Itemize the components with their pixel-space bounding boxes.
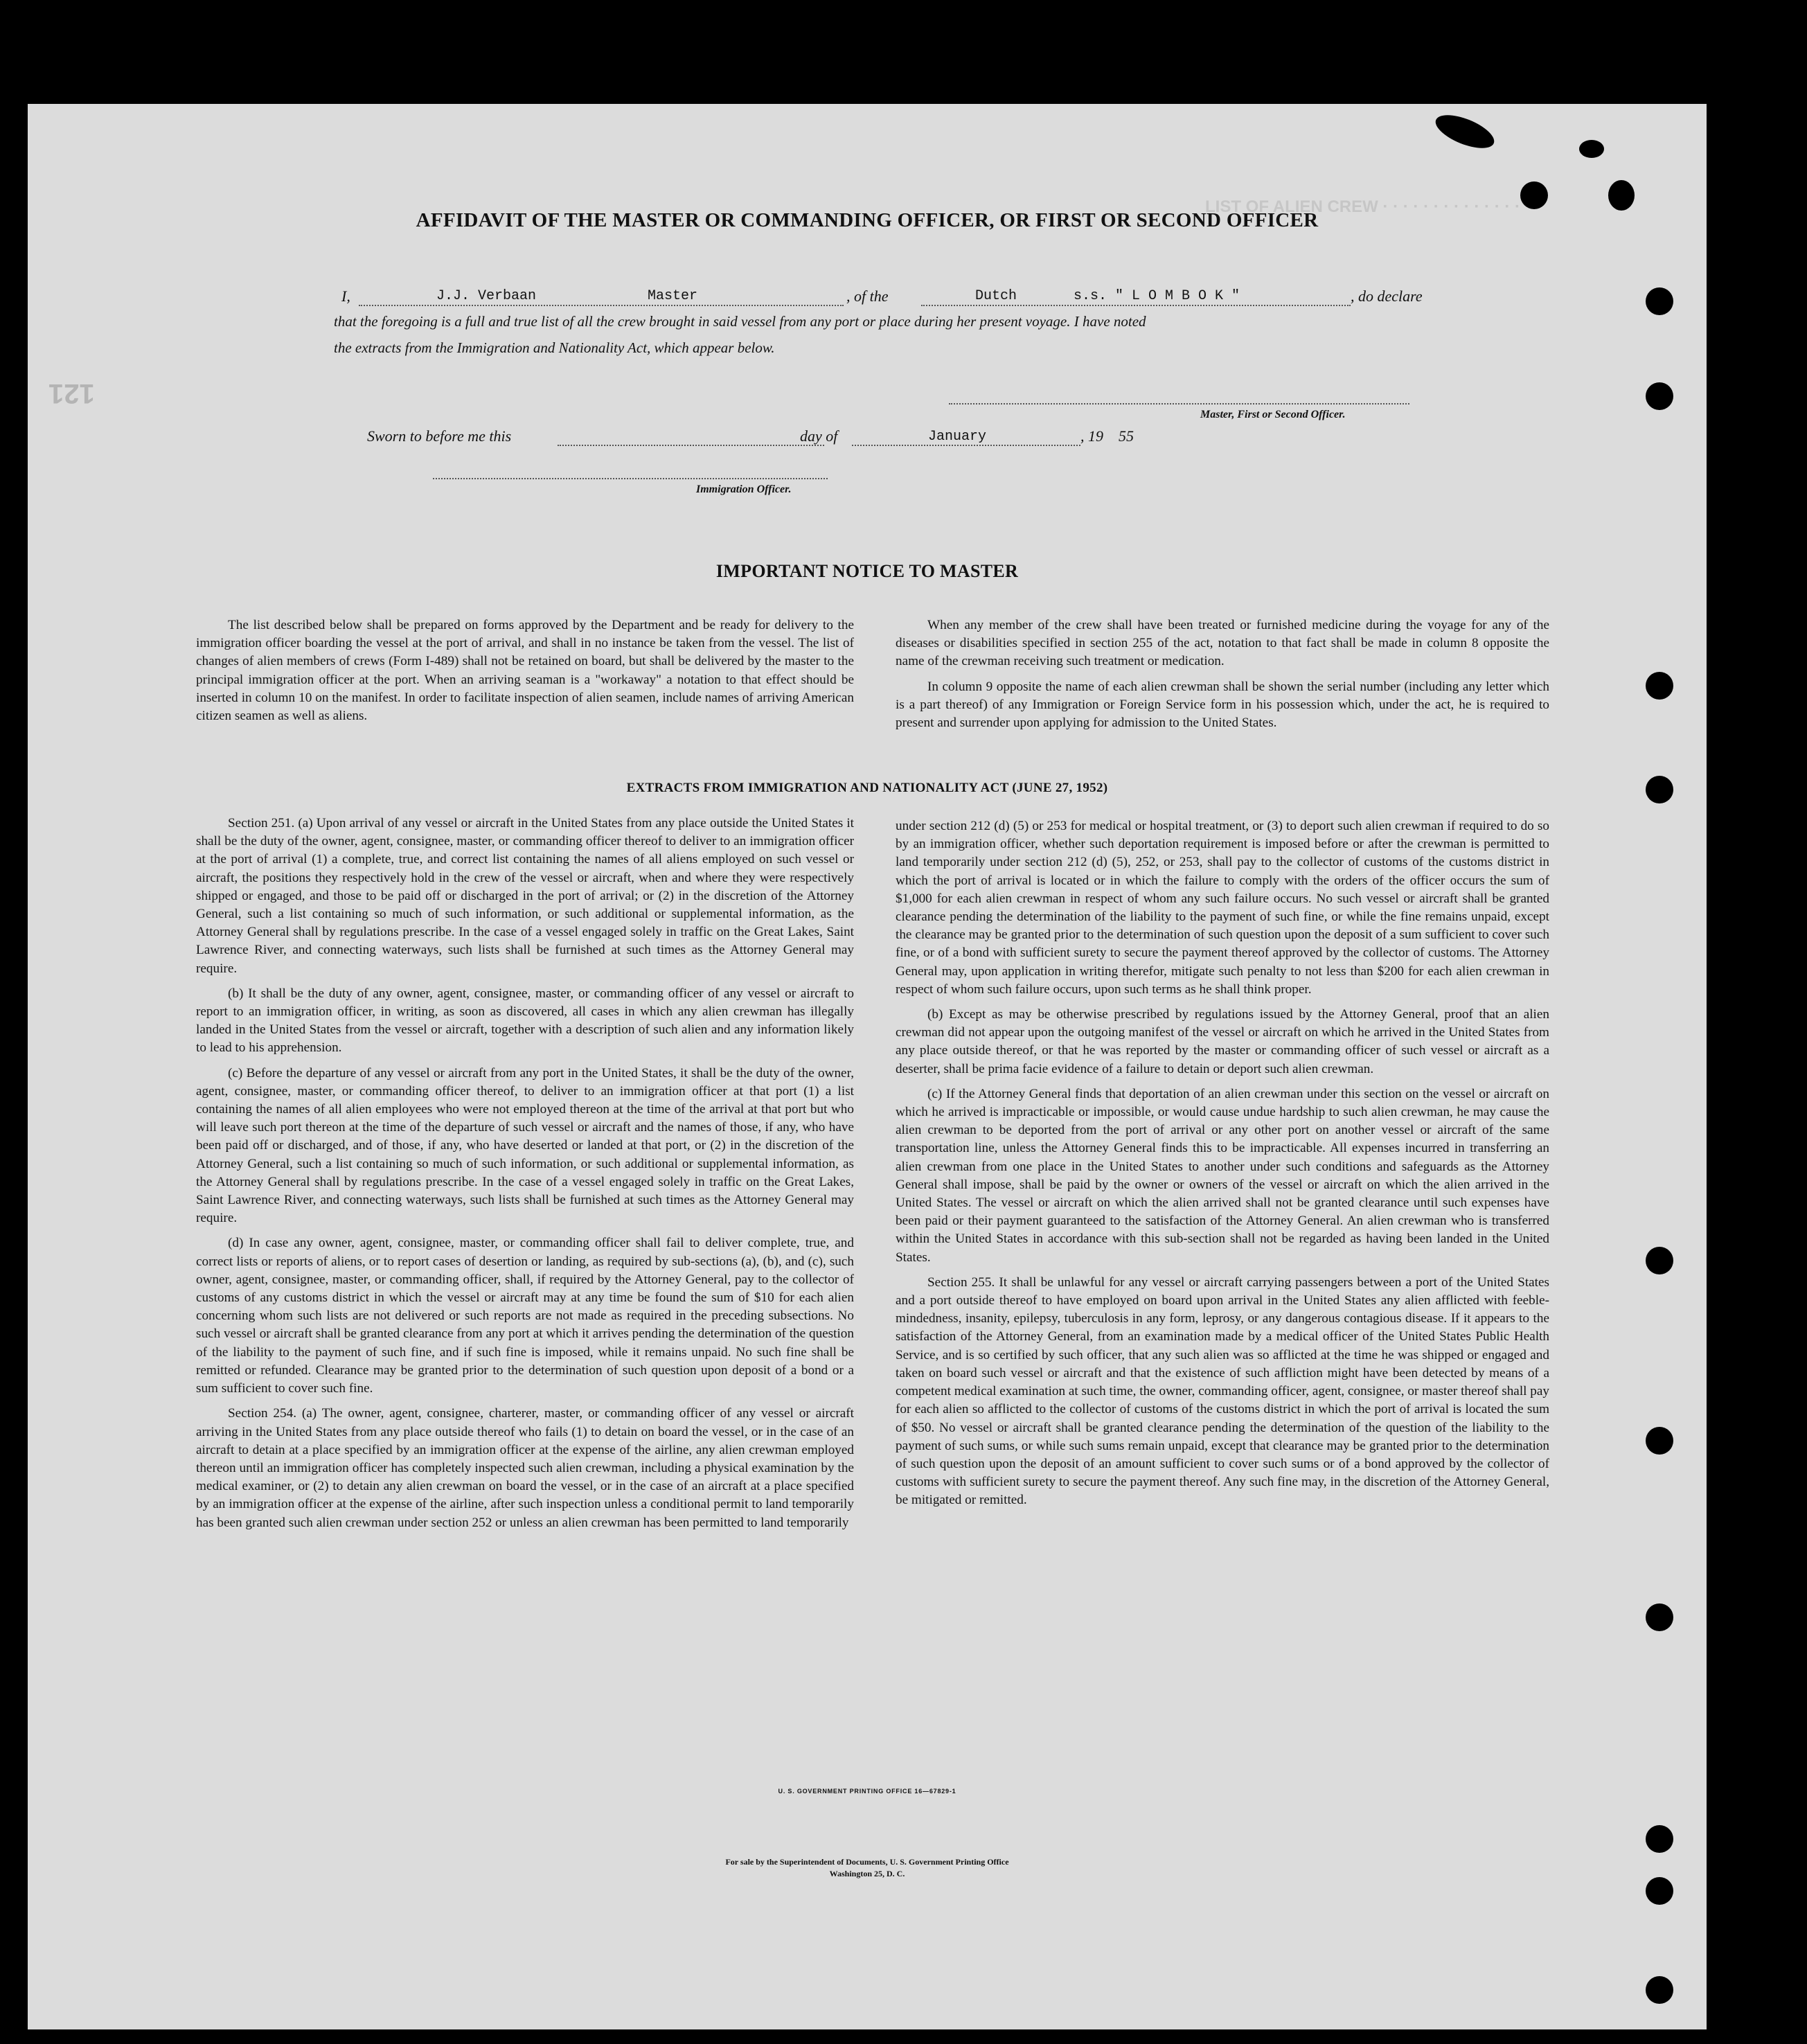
section-251b: (b) It shall be the duty of any owner, agent, consignee, master, or commanding officer of any vessel or aircraft to report to an immigration officer, in writing, as soon as discovered, all cases in which any alien crewman has illegally landed in the United States from the vessel or aircraft, together with a description of such alien and any information likely to lead to his apprehension. bbox=[196, 986, 854, 1056]
margin-mark: 121 bbox=[48, 378, 95, 409]
master-signature-caption: Master, First or Second Officer. bbox=[1200, 409, 1346, 420]
section-254a-continued: under section 212 (d) (5) or 253 for medical or hospital treatment, or (3) to deport such alien crewman if required to do so by an immigration officer, whether such deportation requirement is imposed before or after the crewman is permitted to land temporarily under section 212 (d) (5), 252, or 253, shall pay to the collector of customs of the customs district in which the port of arrival is located or in which the failure to comply with the orders of the officer occurs the sum of $1,000 for each alien crewman in respect of whom any such failure occurs. No such vessel or aircraft shall be granted clearance pending the determination of the liability to the payment of such fine, or while the fine remains unpaid, except the clearance may be granted prior to the determination of such question upon the deposit of a sum sufficient to cover such fine, or of a bond with sufficient surety to secure the payment thereof approved by the collector of customs. The Attorney General may, upon application in writing therefor, mitigate such penalty to not less than $200 for each alien crewman in respect of whom such failure occurs, upon such terms as he shall think proper. bbox=[896, 819, 1549, 997]
sale-notice-line1: For sale by the Superintendent of Documents, U. S. Government Printing Office bbox=[725, 1857, 1009, 1867]
extracts-title: EXTRACTS FROM IMMIGRATION AND NATIONALITY ACT (JUNE 27, 1952) bbox=[626, 781, 1108, 795]
master-rank-value: Master bbox=[648, 288, 698, 304]
ink-smudge bbox=[1432, 108, 1499, 154]
immigration-officer-caption: Immigration Officer. bbox=[696, 483, 792, 495]
vessel-field-line bbox=[921, 305, 1351, 306]
affidavit-extracts-line: the extracts from the Immigration and Nationality Act, which appear below. bbox=[334, 339, 775, 356]
sworn-month-line bbox=[852, 445, 1080, 446]
notice-paragraph: When any member of the crew shall have been treated or furnished medicine during the voyage for any of the diseases or disabilities specified in section 255 of the act, notation to that fact shall be made in column 8 opposite the name of the crewman receiving such treatment or medication. bbox=[896, 618, 1549, 669]
notice-paragraph: The list described below shall be prepared on forms approved by the Department and be ready for delivery to the immigration officer boarding the vessel at the port of arrival, and shall in no instance be taken from the vessel. The list of changes of alien members of crews (Form I-489) shall not be retained on board, but shall be delivered by the master to the principal immigration officer at the port. When an arriving seaman is a "workaway" a notation to that effect should be inserted in column 10 on the manifest. In order to facilitate inspection of alien seamen, include names of arriving American citizen seamen as well as aliens. bbox=[196, 618, 854, 724]
notice-left-column bbox=[196, 616, 854, 725]
extracts-right-column bbox=[896, 817, 1549, 1510]
punch-hole bbox=[1646, 1877, 1673, 1905]
ink-smudge bbox=[1579, 140, 1604, 158]
affidavit-declaration-line: that the foregoing is a full and true list of all the crew brought in said vessel from any port or place during her present voyage. I have noted bbox=[334, 313, 1146, 330]
immigration-officer-line bbox=[433, 478, 828, 479]
punch-hole bbox=[1646, 1247, 1673, 1274]
affidavit-title: AFFIDAVIT OF THE MASTER OR COMMANDING OFFICER, OR FIRST OR SECOND OFFICER bbox=[416, 209, 1319, 231]
section-251c: (c) Before the departure of any vessel or aircraft from any port in the United States, it shall be the duty of the owner, agent, consignee, master, or commanding officer thereof, to deliver to an immigration officer at that port (1) a list containing the names of all alien employees who were not employed thereon at the time of the arrival at that port but who will leave such port thereon at the time of the departure of such vessel or aircraft and the names of those, if any, who have been paid off or discharged, and of those, if any, who have deserted or landed at that port, or (2) in the discretion of the Attorney General, such a list containing so much of such information, or such additional or supplemental information, as the Attorney General shall by regulations prescribe. In the case of a vessel engaged solely in traffic on the Great Lakes, Saint Lawrence River, and connecting waterways, such lists shall be furnished at such times as the Attorney General may require. bbox=[196, 1065, 854, 1226]
vessel-name-value: s.s. " L O M B O K " bbox=[1074, 288, 1240, 304]
master-name-value: J.J. Verbaan bbox=[436, 288, 537, 304]
punch-hole bbox=[1646, 1427, 1673, 1455]
notice-right-column bbox=[896, 616, 1549, 732]
punch-hole bbox=[1646, 287, 1673, 315]
punch-hole bbox=[1646, 382, 1673, 410]
section-254c: (c) If the Attorney General finds that deportation of an alien crewman under this section on the vessel or aircraft on which he arrived is impracticable or impossible, or would cause undue hardship to such alien crewman, he may cause the alien crewman to be deported from the port of arrival or any other port on another vessel or aircraft of the same transportation line, unless the Attorney General finds this to be impracticable. All expenses incurred in transferring an alien crewman from one place in the United States to another under such conditions and safeguards as the Attorney General shall impose, shall be paid by the owner or owners of the vessel or aircraft on which the alien arrived in the United States. The vessel or aircraft on which the alien arrived shall not be granted clearance until such expenses have been paid or their payment guaranteed to the satisfaction of the Attorney General. An alien crewman who is transferred within the United States in accordance with this sub-section shall not be regarded as having been landed in the United States. bbox=[896, 1086, 1549, 1265]
section-251d: (d) In case any owner, agent, consignee, master, or commanding officer shall fail to deliver complete, true, and correct lists or reports of aliens, or to report cases of desertion or landing, as required by sub-sections (a), (b), and (c), such owner, agent, consignee, master, or commanding officer, shall, if required by the Attorney General, pay to the collector of customs of any customs district in which the vessel or aircraft may at any time be found the sum of $10 for each alien concerning whom such lists are not delivered or such reports are not made as required in the preceding subsections. No such vessel or aircraft shall be granted clearance from any port at which it arrives pending the determination of the question of the liability to the payment of such fine, and if such fine is imposed, while it remains unpaid. No such fine shall be remitted or refunded. Clearance may be granted prior to the determination of such question upon deposit of a bond or a sum sufficient to cover such fine. bbox=[196, 1236, 854, 1396]
section-255: Section 255. It shall be unlawful for any vessel or aircraft carrying passengers between a port of the United States and a port outside thereof to have employed on board upon arrival in the United States any alien afflicted with feeble-mindedness, insanity, epilepsy, tuberculosis in any form, leprosy, or any dangerous contagious disease. If it appears to the satisfaction of the Attorney General, from an examination made by a medical officer of the United States Public Health Service, and is so certified by such officer, that any such alien was so afflicted at the time he was shipped or engaged and taken on board such vessel or aircraft and that the existence of such affliction might have been detected by means of a competent medical examination at such time, the owner, commanding officer, agent, consignee, or master thereof shall pay for each alien so afflicted to the collector of customs of the customs district in which the port of arrival is located the sum of $50. No vessel or aircraft shall be granted clearance pending the determination of the question of the liability to the payment of such sums, or while such sums remain unpaid, except that clearance may be granted prior to the determination of such question upon the deposit of an amount sufficient to cover such sums or of a bond approved by the collector of customs with sufficient surety to secure the payment thereof. Any such fine may, in the discretion of the Attorney General, be mitigated or remitted. bbox=[896, 1274, 1549, 1508]
punch-hole bbox=[1608, 180, 1635, 211]
punch-hole bbox=[1646, 672, 1673, 700]
sale-notice-line2: Washington 25, D. C. bbox=[829, 1869, 905, 1878]
sworn-year-prefix: , 19 bbox=[1080, 427, 1103, 445]
affidavit-i-label: I, bbox=[341, 287, 350, 305]
of-the-label: , of the bbox=[846, 287, 889, 305]
section-251a: Section 251. (a) Upon arrival of any vessel or aircraft in the United States from any place outside the United States it shall be the duty of the owner, agent, consignee, master, or commanding officer thereof to deliver to an immigration officer at the port of arrival (1) a complete, true, and correct list containing the names of all aliens employed on such vessel or aircraft, the positions they respectively hold in the crew of the vessel or aircraft, when and where they were respectively shipped or engaged, and those to be paid off or discharged in the port of arrival; or (2) in the discretion of the Attorney General, such a list containing so much of such information, or such additional or supplemental information, as the Attorney General shall by regulations prescribe. In the case of a vessel engaged solely in traffic on the Great Lakes, Saint Lawrence River, and connecting waterways, such lists shall be furnished at such times as the Attorney General may require. bbox=[196, 816, 854, 976]
sworn-label: Sworn to before me this bbox=[367, 427, 512, 445]
section-254b: (b) Except as may be otherwise prescribed by regulations issued by the Attorney General, proof that an alien crewman did not appear upon the outgoing manifest of the vessel or aircraft on which he arrived in the United States from any place outside thereof, or that he was reported by the master or commanding officer of such vessel or aircraft as a deserter, shall be prima facie evidence of a failure to detain or deport such alien crewman. bbox=[896, 1007, 1549, 1076]
punch-hole bbox=[1646, 1825, 1673, 1853]
document-page bbox=[28, 104, 1707, 2029]
section-254a: Section 254. (a) The owner, agent, consignee, charterer, master, or commanding officer of any vessel or aircraft arriving in the United States from any place outside thereof who fails (1) to detain on board the vessel, or in the case of an aircraft to detain at a place specified by an immigration officer at the expense of the airline, any alien crewman employed thereon until an immigration officer has completely inspected such alien crewman, including a physical examination by the medical examiner, or (2) to detain any alien crewman on board the vessel, or in the case of an aircraft at a place specified by an immigration officer at the expense of the airline, after such inspection unless a conditional permit to land temporarily has been granted such alien crewman under section 252 or unless an alien crewman has been permitted to land temporarily bbox=[196, 1406, 854, 1530]
master-signature-line bbox=[949, 403, 1409, 405]
sworn-month-value: January bbox=[928, 429, 987, 445]
extracts-left-column bbox=[196, 815, 854, 1532]
sworn-year-value: 55 bbox=[1119, 427, 1134, 445]
bleed-through-header: LIST OF ALIEN CREW · · · · · · · · · · · · · · bbox=[1205, 197, 1521, 216]
day-of-label: day of bbox=[800, 427, 838, 445]
do-declare-label: , do declare bbox=[1351, 287, 1423, 305]
name-field-line bbox=[359, 305, 844, 306]
punch-hole bbox=[1646, 1603, 1673, 1631]
punch-hole bbox=[1646, 1976, 1673, 2004]
notice-paragraph: In column 9 opposite the name of each alien crewman shall be shown the serial number (including any letter which is a part thereof) of any Immigration or Foreign Service form in his possession which, under the act, he is required to present and surrender upon applying for admission to the United States. bbox=[896, 679, 1549, 731]
notice-title: IMPORTANT NOTICE TO MASTER bbox=[715, 561, 1019, 581]
gpo-imprint: U. S. GOVERNMENT PRINTING OFFICE 16—67829-1 bbox=[778, 1788, 956, 1795]
sworn-day-line bbox=[558, 445, 824, 446]
vessel-nationality-value: Dutch bbox=[975, 288, 1017, 304]
punch-hole bbox=[1520, 181, 1548, 209]
